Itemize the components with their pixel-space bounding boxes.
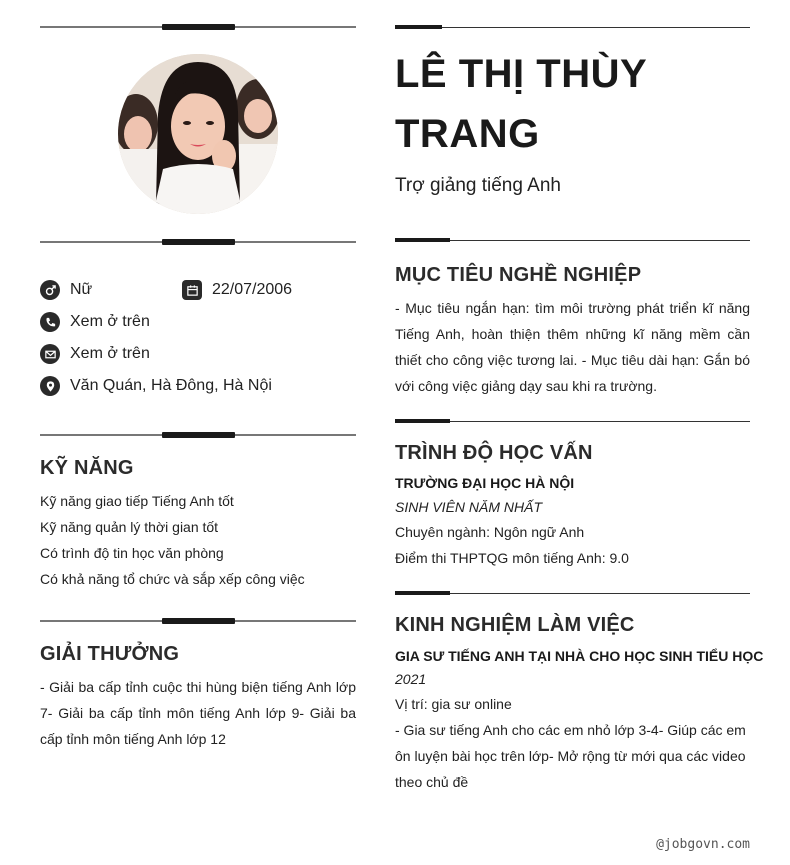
awards-title: GIẢI THƯỞNG (40, 643, 180, 665)
birthdate-row (182, 280, 292, 300)
name-separator (395, 26, 750, 29)
objective-title: MỤC TIÊU NGHỀ NGHIỆP (395, 264, 642, 286)
list-item: Kỹ năng giao tiếp Tiếng Anh tốt (40, 493, 234, 509)
candidate-role: Trợ giảng tiếng Anh (395, 175, 561, 196)
experience-title: KINH NGHIỆM LÀM VIỆC (395, 614, 635, 636)
skills-list (40, 488, 356, 592)
exam-score: Điểm thi THPTQG môn tiếng Anh: 9.0 (395, 550, 629, 566)
student-status: SINH VIÊN NĂM NHẤT (395, 499, 543, 515)
school-name: TRƯỜNG ĐẠI HỌC HÀ NỘI (395, 475, 575, 491)
map-pin-icon (40, 376, 60, 396)
avatar-separator (40, 240, 356, 243)
awards-separator (40, 619, 356, 622)
job-title: GIA SƯ TIẾNG ANH TẠI NHÀ CHO HỌC SINH TIỂU HỌC (395, 648, 764, 664)
skills-separator (40, 433, 356, 436)
envelope-icon (40, 344, 60, 364)
job-position: Vị trí: gia sư online (395, 696, 512, 712)
top-left-separator (40, 25, 356, 28)
skills-title: KỸ NĂNG (40, 457, 134, 479)
job-description: - Gia sư tiếng Anh cho các em nhỏ lớp 3-4- Giúp các em ôn luyện bài học trên lớp- Mở rộng từ mới qua các video theo chủ đề (395, 722, 746, 790)
email-value: Xem ở trên (70, 345, 150, 362)
gender-value: Nữ (70, 281, 93, 298)
email-row (40, 344, 150, 364)
list-item: Có trình độ tin học văn phòng (40, 545, 224, 561)
list-item: Có khả năng tổ chức và sắp xếp công việc (40, 571, 305, 587)
phone-value: Xem ở trên (70, 313, 150, 330)
gender-icon (40, 280, 60, 300)
address-value: Văn Quán, Hà Đông, Hà Nội (70, 377, 272, 394)
candidate-name: LÊ THỊ THÙY TRANG (395, 52, 647, 156)
avatar (118, 54, 278, 214)
birthdate-value: 22/07/2006 (212, 281, 293, 298)
job-year: 2021 (395, 671, 427, 687)
major: Chuyên ngành: Ngôn ngữ Anh (395, 524, 585, 540)
phone-row (40, 312, 150, 332)
education-title: TRÌNH ĐỘ HỌC VẤN (395, 442, 593, 464)
gender-row (40, 280, 92, 300)
objective-text: - Mục tiêu ngắn hạn: tìm môi trường phát triển kĩ năng Tiếng Anh, hoàn thiện thêm những kĩ năng mềm cần thiết cho công việc tương lai. - Mục tiêu dài hạn: Gắn bó với công việc giảng dạy sau khi ra trường. (395, 300, 750, 394)
awards-text: - Giải ba cấp tỉnh cuộc thi hùng biện tiếng Anh lớp 7- Giải ba cấp tỉnh môn tiếng Anh lớp 9- Giải ba cấp tỉnh môn tiếng Anh lớp 12 (40, 679, 356, 747)
objective-separator (395, 239, 750, 242)
address-row (40, 376, 272, 396)
education-separator (395, 420, 750, 423)
watermark: @jobgovn.com (656, 837, 750, 852)
calendar-icon (182, 280, 202, 300)
phone-icon (40, 312, 60, 332)
experience-separator (395, 592, 750, 595)
list-item: Kỹ năng quản lý thời gian tốt (40, 519, 219, 535)
